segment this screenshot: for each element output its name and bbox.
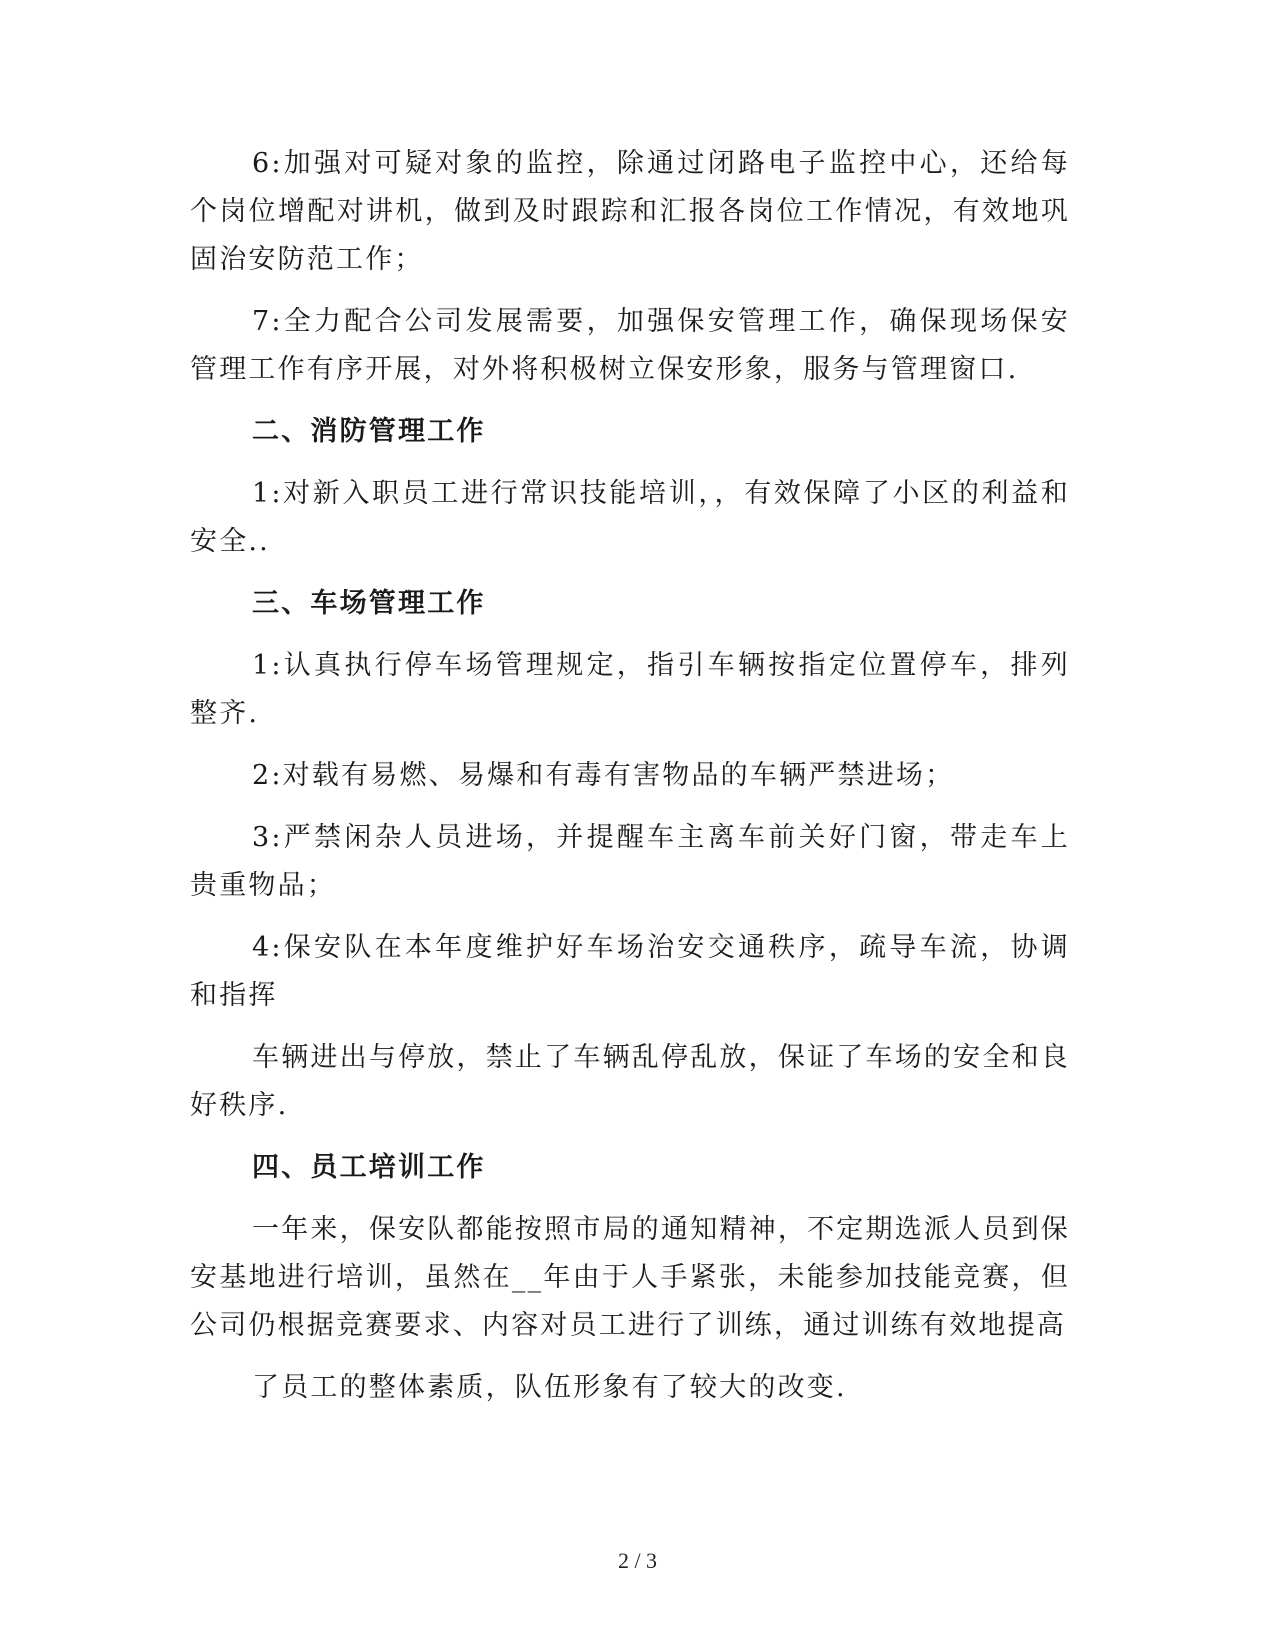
- page-number: 2 / 3: [617, 1548, 658, 1573]
- paragraph-item-7: 7:全力配合公司发展需要，加强保安管理工作，确保现场保安管理工作有序开展，对外将积极树立保安形象，服务与管理窗口.: [190, 306, 1070, 385]
- document-body: [190, 140, 1070, 1412]
- paragraph-parking-1: 1:认真执行停车场管理规定，指引车辆按指定位置停车，排列整齐.: [190, 650, 1070, 729]
- spacer: [190, 456, 1070, 470]
- section-heading-training: 四、员工培训工作: [252, 1152, 486, 1183]
- spacer: [190, 1130, 1070, 1144]
- paragraph-item-6: 6:加强对可疑对象的监控，除通过闭路电子监控中心，还给每个岗位增配对讲机，做到及时跟踪和汇报各岗位工作情况，有效地巩固治安防范工作；: [190, 148, 1070, 275]
- paragraph-parking-4: 4:保安队在本年度维护好车场治安交通秩序，疏导车流，协调和指挥: [190, 932, 1070, 1011]
- paragraph-training-2: 了员工的整体素质，队伍形象有了较大的改变.: [252, 1372, 847, 1403]
- section-heading-parking: 三、车场管理工作: [252, 588, 486, 619]
- spacer: [190, 910, 1070, 924]
- spacer: [190, 800, 1070, 814]
- spacer: [190, 628, 1070, 642]
- paragraph-training-1: 一年来，保安队都能按照市局的通知精神，不定期选派人员到保安基地进行培训，虽然在__年由于人手紧张，未能参加技能竞赛，但公司仍根据竞赛要求、内容对员工进行了训练，通过训练有效地提高: [190, 1214, 1070, 1341]
- spacer: [190, 394, 1070, 408]
- spacer: [190, 1192, 1070, 1206]
- spacer: [190, 1020, 1070, 1034]
- paragraph-parking-4-cont: 车辆进出与停放，禁止了车辆乱停乱放，保证了车场的安全和良好秩序.: [190, 1042, 1070, 1121]
- paragraph-parking-3: 3:严禁闲杂人员进场，并提醒车主离车前关好门窗，带走车上贵重物品；: [190, 822, 1070, 901]
- spacer: [190, 1350, 1070, 1364]
- spacer: [190, 738, 1070, 752]
- spacer: [190, 566, 1070, 580]
- spacer: [190, 284, 1070, 298]
- paragraph-fire-1: 1:对新入职员工进行常识技能培训，，有效保障了小区的利益和安全..: [190, 478, 1070, 557]
- paragraph-parking-2: 2:对载有易燃、易爆和有毒有害物品的车辆严禁进场；: [252, 760, 955, 791]
- section-heading-fire: 二、消防管理工作: [252, 416, 486, 447]
